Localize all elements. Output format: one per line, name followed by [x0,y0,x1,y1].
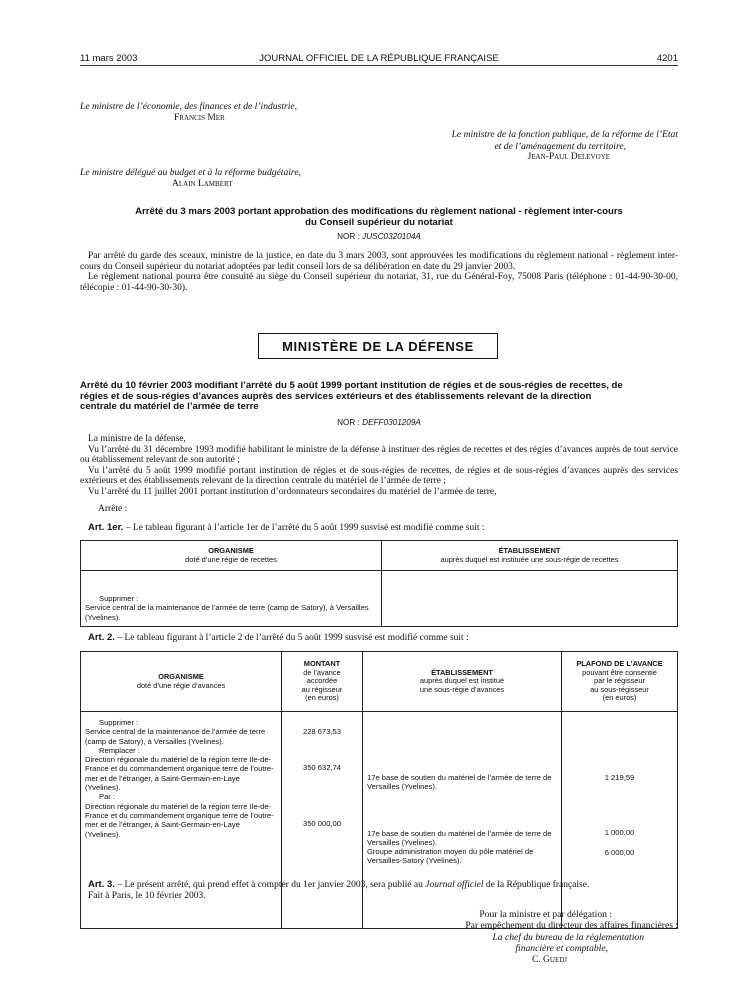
arrete-2-nor [80,418,678,427]
table-cell-empty [382,571,678,627]
etablissement-text: 17e base de soutien du matériel de l’armée de terre de Versailles (Yvelines). [367,828,552,847]
header-page-number: 4201 [656,53,678,64]
paragraph: Vu l’arrêté du 31 décembre 1993 modifié habilitant le ministre de la défense à instituer des régies de recettes et des régies d’avances auprès de tout service ou établissement relevant de son autorité ; [80,444,678,466]
table-row [81,571,382,627]
header-title: ÉTABLISSEMENT [431,667,493,677]
header-sub: accordée [306,676,338,686]
etablissement-text: 17e base de soutien du matériel de l’armée de terre de Versailles (Yvelines). [367,773,552,792]
ministry-heading: MINISTÈRE DE LA DÉFENSE [258,333,498,359]
amount-value: 228 673,53 [302,727,341,736]
header-sub: (en euros) [305,693,339,703]
signature-role: et de l’aménagement du territoire, [494,140,626,152]
article-text: – Le présent arrêté, qui prend effet à compter du 1er janvier 2003, sera publié au [114,880,426,890]
plafond-value: 1 000,00 [604,828,635,838]
header-sub: (en euros) [602,693,637,703]
signature-name: Alain Lambert [172,178,233,189]
paragraph: Par arrêté du garde des sceaux, ministre de la justice, en date du 3 mars 2003, sont approuvées les modifications du règlement national - règlement inter-cours du Conseil supérieur du notariat adoptées par ledit conseil lors de sa délibération en date du 29 janvier 2003. [80,251,678,272]
paragraph: Vu l’arrêté du 5 août 1999 modifié portant institution de régies et de sous-régies de recettes, de régies et de sous-régies d’avances auprès des services extérieurs et des établissements relevant de la direction centrale du matériel de l’armée de terre ; [80,465,678,487]
table-2-header-plafond [562,652,678,712]
row-text: Direction régionale du matériel de la région terre Ile-de-France et du commandement organique terre de l’outre-mer et de l’étranger, à Saint-Germain-en-Laye (Yvelines). [85,801,274,839]
table-1-header-etablissement [382,541,678,571]
arrete-1-body [80,251,678,293]
signature-line: Pour la ministre et par délégation : [479,909,612,920]
paragraph: Le règlement national pourra être consulté au siège du Conseil supérieur du notariat, 31, rue du Général-Foy, 75008 Paris (téléphone : 01-44-90-30-00, télécopie : 01-44-90-30-30). [80,272,678,293]
signature-name: Jean-Paul Delevoye [527,152,610,162]
title-line: du Conseil supérieur du notariat [305,216,453,228]
signature-role: Le ministre de l’économie, des finances et de l’industrie, [80,101,298,112]
table-1 [80,540,678,627]
title-line: Arrêté du 10 février 2003 modifiant l’arrêté du 5 août 1999 portant institution de régies et de sous-régies de recettes, de [80,380,623,391]
article-label: Art. 3. [88,879,115,890]
title-line: Arrêté du 3 mars 2003 portant approbation des modifications du règlement national - règlement inter-cours [135,206,623,217]
title-line: centrale du matériel de l’armée de terre [80,401,259,412]
header-title: ÉTABLISSEMENT [498,546,561,555]
header-title: ORGANISME [208,546,254,555]
amount-value: 350 000,00 [302,818,341,828]
header-title: ORGANISME [158,672,204,681]
article-label: Art. 1er. [88,522,124,533]
header-sub: une sous-régie d’avances [419,684,505,694]
plafond-value: 1 219,59 [604,773,635,782]
signature-block-3 [80,167,301,190]
header-title: MONTANT [303,659,341,669]
arrete-word: Arrête : [98,503,128,514]
row-text: Direction régionale du matériel de la région terre Ile-de-France et du commandement organique terre de l’outre-mer et de l’étranger, à Saint-Germain-en-Laye (Yvelines). [85,755,274,793]
article-text: de la République française. [483,880,590,890]
signature-name: C. Guedj [531,954,567,965]
header-date: 11 mars 2003 [80,53,138,64]
amount-value: 350 632,74 [302,763,341,773]
article-text: – Le tableau figurant à l’article 1er de l’arrêté du 5 août 1999 susvisé est modifié comme suit : [123,523,485,533]
header-sub: doté d’une régie de recettes [185,554,277,564]
header-sub: au sous-régisseur [590,684,649,694]
header-sub: doté d’une régie d’avances [136,680,226,690]
arrete-2-title [80,381,678,413]
signature-block-2 [380,129,678,164]
done-at: Fait à Paris, le 10 février 2003. [88,890,206,901]
plafond-value: 6 000,00 [604,847,635,857]
table-2-header-organisme [81,652,282,712]
article-1 [80,523,678,534]
nor-code: JUSC0320104A [362,232,421,241]
table-2-header-montant [282,652,363,712]
header-sub: par le régisseur [594,676,645,686]
article-label: Art. 2. [88,632,115,643]
header-sub: auprès duquel est institué [419,676,505,686]
journal-name: Journal officiel [425,880,484,890]
header-journal: JOURNAL OFFICIEL DE LA RÉPUBLIQUE FRANÇAISE [259,53,499,64]
row-text: Service central de la maintenance de l’armée de terre (camp de Satory), à Versailles (Yvelines). [85,727,266,746]
title-line: régies et de sous-régies d’avances auprès des services extérieurs et des établissements relevant de la direction [80,390,592,402]
header-sub: auprès duquel est instituée une sous-régie de recettes [440,554,619,564]
article-2 [80,633,678,644]
row-label: Remplacer : [99,745,140,755]
paragraph: Vu l’arrêté du 11 juillet 2001 portant institution d’ordonnateurs secondaires du matériel de l’armée de terre, [88,486,497,497]
arrete-2-preamble [80,434,678,514]
arrete-1-nor [80,232,678,241]
header-sub: de l’avance [303,667,341,677]
row-text: Service central de la maintenance de l’armée de terre (camp de Satory), à Versailles (Yvelines). [85,603,369,622]
header-sub: pouvant être consentie [582,667,657,677]
signature-line: financière et comptable, [515,943,608,955]
article-text: – Le tableau figurant à l’article 2 de l’arrêté du 5 août 1999 susvisé est modifié comme suit : [114,633,469,643]
arrete-1-title [80,207,678,228]
signature-block-bottom [380,909,678,966]
signature-line: Par empêchement du directeur des affaires financières : [465,920,678,932]
etablissement-text: Groupe administration moyen du pôle matériel de Versailles-Satory (Yvelines). [367,847,534,866]
signature-role: Le ministre de la fonction publique, de la réforme de l’Etat [451,129,678,140]
signature-name: Francis Mer [174,112,225,123]
article-3 [80,880,678,901]
signature-line: La chef du bureau de la réglementation [492,931,644,943]
signature-block-1 [80,101,297,124]
table-1-header-organisme [81,541,382,571]
header-sub: au régisseur [301,684,343,694]
nor-code: DEFF0301209A [362,418,421,427]
paragraph: La ministre de la défense, [88,434,186,444]
nor-label: NOR : [337,232,363,241]
nor-label: NOR : [337,418,363,427]
header-title: PLAFOND DE L’AVANCE [576,659,663,669]
row-label: Par : [99,792,116,802]
header-rule [80,65,678,66]
signature-role: Le ministre délégué au budget et à la réforme budgétaire, [80,167,301,178]
row-label: Supprimer : [99,594,139,604]
row-label: Supprimer : [99,718,139,727]
table-2-header-etablissement [363,652,562,712]
